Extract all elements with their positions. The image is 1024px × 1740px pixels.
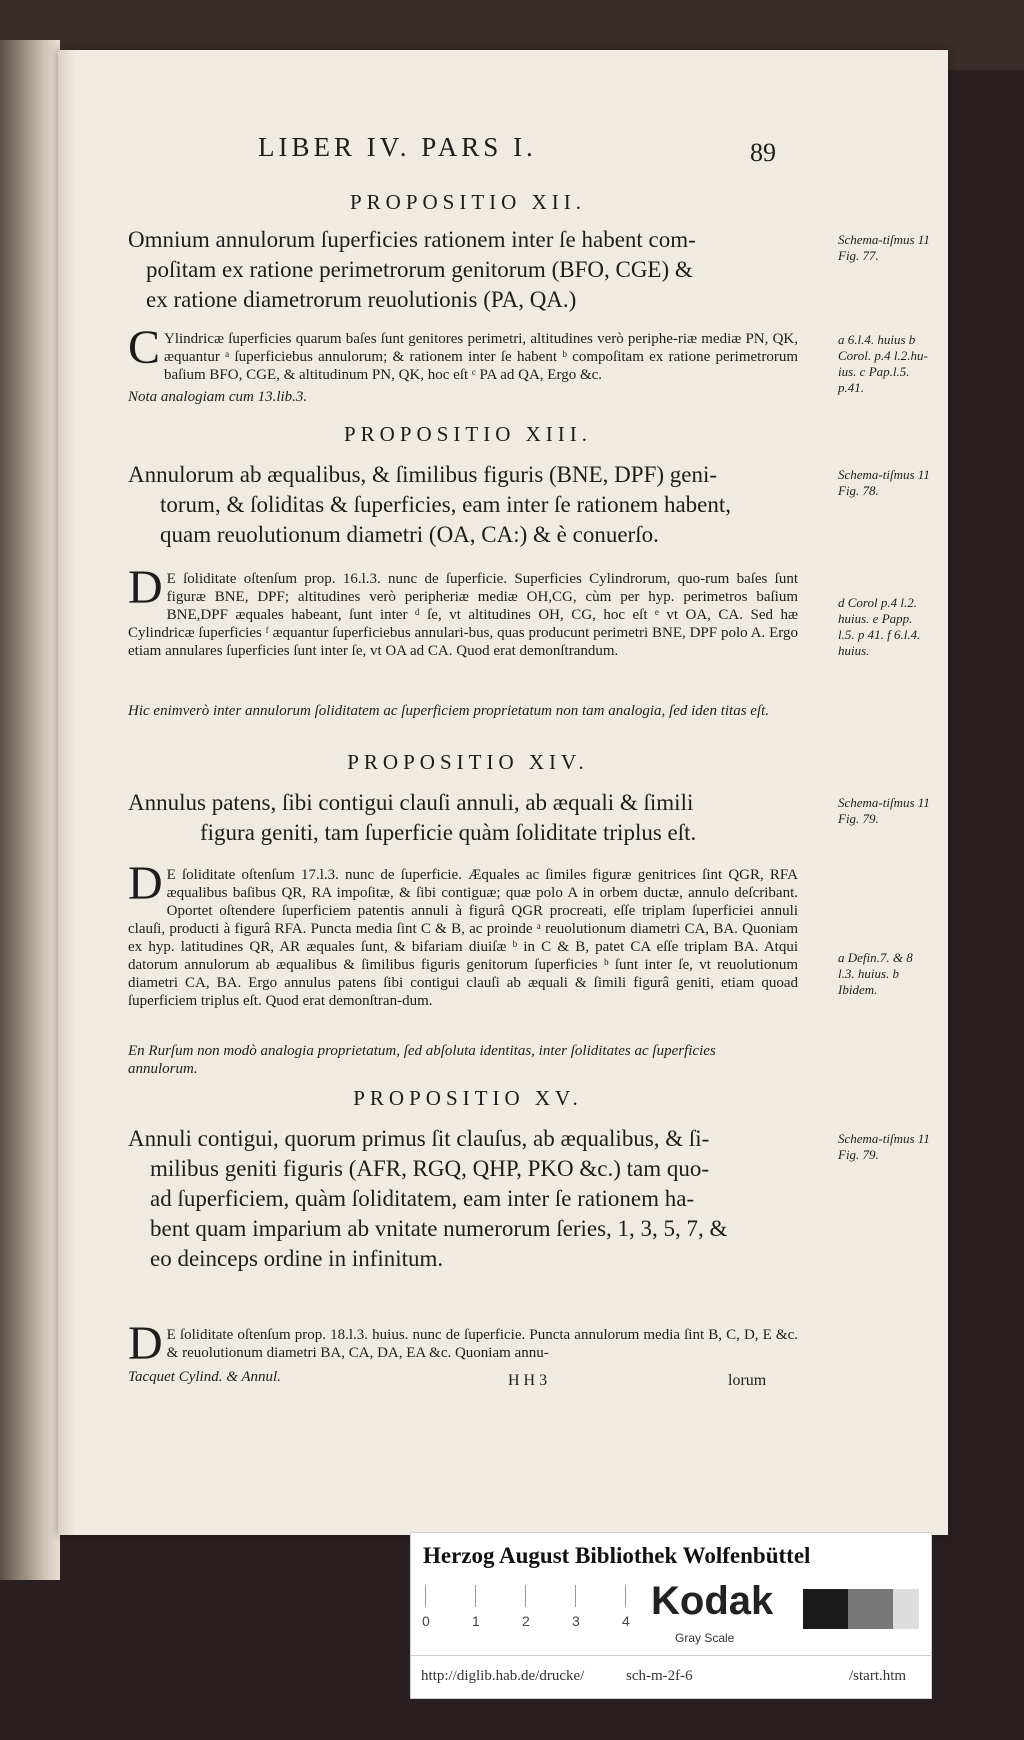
statement-line: quam reuolutionum diametri (OA, CA:) & è conuerſo. bbox=[160, 522, 659, 547]
signature-mark: H H 3 bbox=[508, 1372, 548, 1389]
statement-line: ex ratione diametrorum reuolutionis (PA, QA.) bbox=[146, 287, 577, 312]
proof-note: Hic enimverò inter annulorum ſoliditatem ac ſuperficiem proprietatum non tam analogia, ſed iden titas eſt. bbox=[128, 703, 770, 719]
url-mid: sch-m-2f-6 bbox=[626, 1668, 693, 1684]
drop-cap: D bbox=[128, 857, 163, 910]
proof-text bbox=[128, 321, 798, 384]
book-edge-left bbox=[0, 40, 60, 1580]
proposition-statement bbox=[128, 1124, 793, 1274]
statement-line: torum, & ſoliditas & ſuperficies, eam inter ſe rationem habent, bbox=[160, 492, 732, 517]
proof-text bbox=[128, 857, 798, 1010]
running-header bbox=[258, 132, 818, 167]
proof-body: E ſoliditate oſtenſum prop. 16.l.3. nunc de ſuperficie. Superficies Cylindrorum, quo-rum baſes ſunt figuræ BNE, DPF; altitudines verò peripheriæ mediæ OH,CG, cùm per hyp. perimetros baſium BNE,DPF æquales habeant, ſunt inter ᵈ ſe, vt altitudines OH, CG, hoc eſt ᵉ vt OA, CA. Sed hæ Cylindricæ ſuperficies ᶠ æquantur ſuperficiebus annulari-bus, quas producunt perimetri BNE, DPF polo A. Ergo etiam annulares ſuperficies ſunt inter ſe, vt OA ad CA. Quod erat demonſtrandum. bbox=[128, 571, 798, 659]
ruler-number: 3 bbox=[572, 1613, 580, 1629]
ruler-tick bbox=[625, 1585, 626, 1607]
section-title: PROPOSITIO XII. bbox=[349, 190, 586, 214]
proof-body: E ſoliditate oſtenſum 17.l.3. nunc de ſuperficie. Æquales ac ſimiles figuræ genitrices ſint QGR, RFA æqualibus baſibus QR, RA impoſitæ, & ſibi contiguæ; quæ polo A in orbem ductæ, annulo deſcribant. Oportet oſtendere ſuperficiem patentis annuli à figurâ QGR procreati, eſſe triplam ſuperficiei annuli clauſi, producti à figurâ RFA. Puncta media ſint C & B, ac proinde ᵃ reuolutionum diametri CA, BA. Quoniam ex hyp. latitudines QR, AR æquales ſunt, & bifariam diuiſæ ᵇ in C & B, patet CA eſſe triplam BA. Atqui datorum annulorum ab æqualibus & ſimilibus figuris genitorum ſuperficies ᵇ ſunt inter ſe, vt reuolutionum diametri CA, BA. Ergo annulus patens ſibi contigui clauſi ab æquali & ſimili figurâ geniti, etiam quoad ſuperficiem triplus eſt. Quod erat demonſtran-dum. bbox=[128, 867, 798, 1009]
gray-patch-mid bbox=[848, 1589, 893, 1629]
statement-line: eo deinceps ordine in infinitum. bbox=[150, 1246, 444, 1271]
statement-line: Annuli contigui, quorum primus ſit clauſus, ab æqualibus, & ſi- bbox=[128, 1126, 710, 1151]
proof-margin-refs: a 6.l.4. huius b Corol. p.4 l.2.hu-ius. c Pap.l.5. p.41. bbox=[838, 332, 928, 395]
gray-patch-black bbox=[803, 1589, 848, 1629]
section-title: PROPOSITIO XIII. bbox=[344, 422, 592, 446]
ruler-scale bbox=[422, 1585, 635, 1629]
ruler-number: 4 bbox=[622, 1613, 630, 1629]
margin-note: Schema-tiſmus 11 Fig. 79. bbox=[838, 795, 930, 826]
ruler-number: 1 bbox=[472, 1613, 480, 1629]
ruler-tick bbox=[475, 1585, 476, 1607]
drop-cap: C bbox=[128, 321, 161, 374]
ruler-number: 0 bbox=[422, 1613, 430, 1629]
proof-note: Tacquet Cylind. & Annul. bbox=[128, 1369, 281, 1385]
drop-cap: D bbox=[128, 1317, 163, 1370]
library-name: Herzog August Bibliothek Wolfenbüttel bbox=[423, 1543, 811, 1568]
proof-note: En Rurſum non modò analogia proprietatum, ſed abſoluta identitas, inter ſoliditates ac ſuperficies annulorum. bbox=[128, 1043, 716, 1077]
statement-line: poſitam ex ratione perimetrorum genitorum (BFO, CGE) & bbox=[146, 257, 693, 282]
proposition-statement bbox=[128, 460, 793, 550]
url-left[interactable]: http://diglib.hab.de/drucke/ bbox=[421, 1668, 585, 1684]
proposition-statement bbox=[128, 788, 793, 848]
page-number: 89 bbox=[750, 138, 776, 167]
statement-line: milibus geniti figuris (AFR, RGQ, QHP, PKO &c.) tam quo- bbox=[150, 1156, 710, 1181]
margin-note: Schema-tiſmus 11 Fig. 77. bbox=[838, 232, 930, 263]
statement-line: bent quam imparium ab vnitate numerorum ſeries, 1, 3, 5, 7, & bbox=[150, 1216, 728, 1241]
statement-line: ad ſuperficiem, quàm ſoliditatem, eam inter ſe rationem ha- bbox=[150, 1186, 695, 1211]
proof-text bbox=[128, 1317, 798, 1370]
proof-margin-refs: a Defin.7. & 8 l.3. huius. b Ibidem. bbox=[838, 950, 913, 997]
color-target-card bbox=[410, 1532, 932, 1699]
ruler-number: 2 bbox=[522, 1613, 530, 1629]
url-row bbox=[411, 1655, 931, 1696]
proposition-statement bbox=[128, 225, 793, 315]
margin-note: Schema-tiſmus 11 Fig. 78. bbox=[838, 467, 930, 498]
drop-cap: D bbox=[128, 561, 163, 614]
proof-margin-refs: d Corol p.4 l.2. huius. e Papp. l.5. p 41. f 6.l.4. huius. bbox=[838, 595, 921, 658]
ruler-tick bbox=[525, 1585, 526, 1607]
gray-scale-label: Gray Scale bbox=[675, 1631, 735, 1645]
proof-body: Ylindricæ ſuperficies quarum baſes ſunt genitores perimetri, altitudines verò periphe-riæ mediæ PN, QK, æquantur ᵃ ſuperficiebus annulorum; & rationem inter ſe habent ᵇ compoſitam ex ratione perimetrorum baſium BFO, CGE, & altitudinum PN, QK, hoc eſt ᶜ PA ad QA, Ergo &c. bbox=[164, 331, 798, 383]
statement-line: figura geniti, tam ſuperficie quàm ſoliditate triplus eſt. bbox=[200, 820, 697, 845]
statement-line: Annulorum ab æqualibus, & ſimilibus figuris (BNE, DPF) geni- bbox=[128, 462, 718, 487]
catchword: lorum bbox=[728, 1372, 767, 1389]
statement-line: Omnium annulorum ſuperficies rationem inter ſe habent com- bbox=[128, 227, 696, 252]
book-page bbox=[58, 50, 948, 1535]
proof-body: E ſoliditate oſtenſum prop. 18.l.3. huius. nunc de ſuperficie. Puncta annulorum media ſint B, C, D, E &c. & reuolutionum diametri BA, CA, DA, EA &c. Quoniam annu- bbox=[166, 1327, 798, 1361]
proof-note: Nota analogiam cum 13.lib.3. bbox=[128, 389, 308, 405]
statement-line: Annulus patens, ſibi contigui clauſi annuli, ab æquali & ſimili bbox=[128, 790, 694, 815]
ruler-tick bbox=[575, 1585, 576, 1607]
running-title: LIBER IV. PARS I. bbox=[258, 132, 537, 162]
section-title: PROPOSITIO XV. bbox=[353, 1086, 583, 1110]
margin-note: Schema-tiſmus 11 Fig. 79. bbox=[838, 1131, 930, 1162]
url-right[interactable]: /start.htm bbox=[849, 1668, 907, 1684]
ruler-tick bbox=[425, 1585, 426, 1607]
proof-text bbox=[128, 561, 798, 660]
section-title: PROPOSITIO XIV. bbox=[347, 750, 589, 774]
kodak-logo: Kodak bbox=[651, 1579, 774, 1623]
gray-patch-light bbox=[893, 1589, 919, 1629]
